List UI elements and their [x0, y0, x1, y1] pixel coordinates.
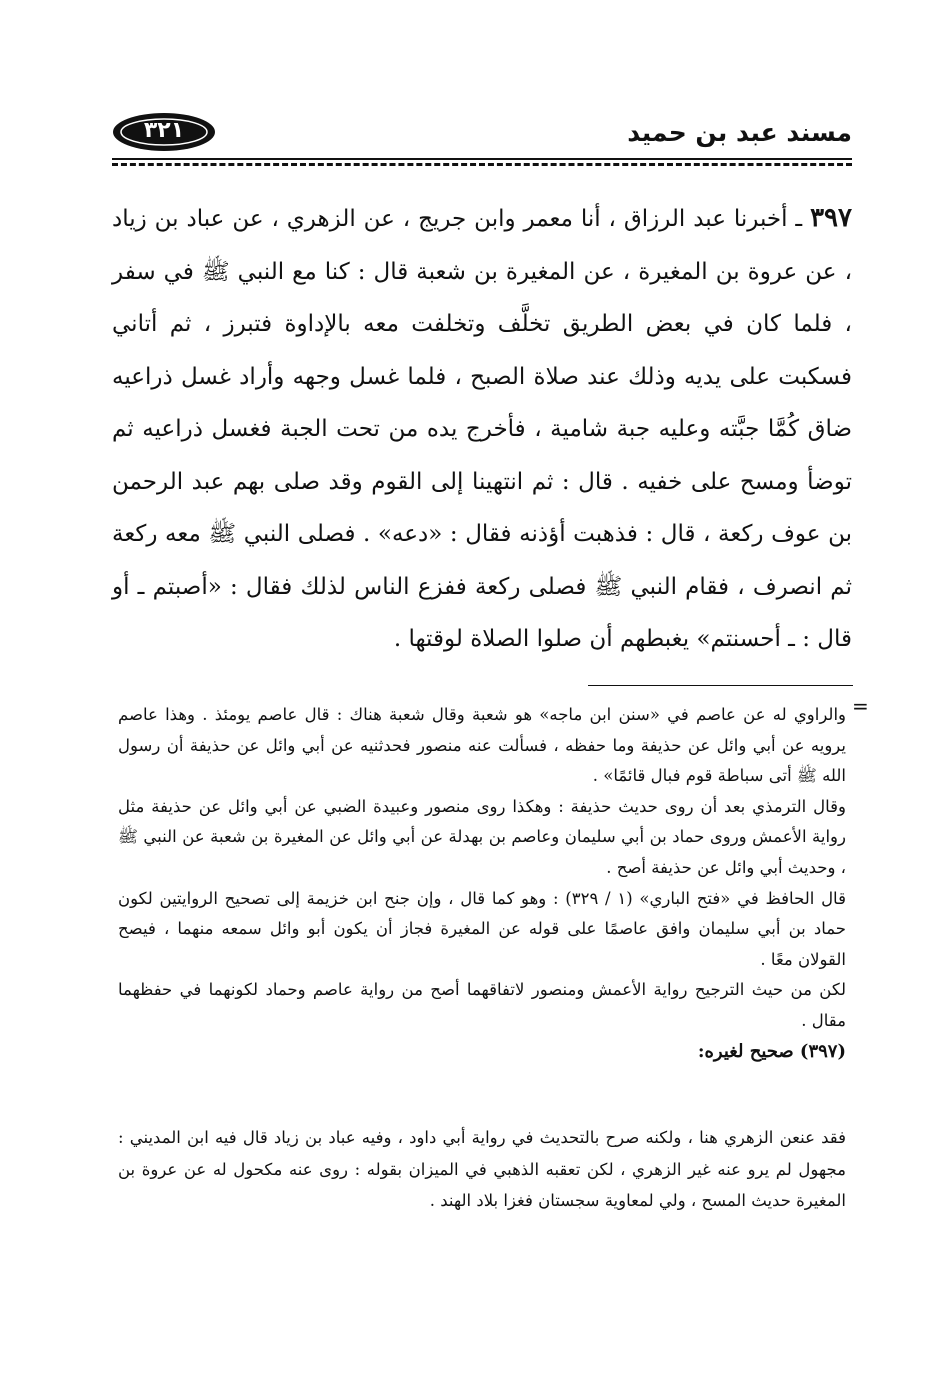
page-header — [112, 112, 852, 162]
page-number-badge — [112, 112, 216, 152]
grading-text: فقد عنعن الزهري هنا ، ولكنه صرح بالتحديث في رواية أبي داود ، وفيه عباد بن زياد قال فيه ابن المديني : مجهول لم يرو عنه غير الزهري ، لكن تعقبه الذهبي في الميزان بقوله : روى عنه مكحول له عن عروة بن المغيرة حديث المسح ، ولي لمعاوية سجستان فغزا بلاد الهند . — [118, 1128, 846, 1210]
page-number: ٣٢١ — [143, 118, 185, 143]
footnote-separator — [588, 685, 853, 686]
footnote-paragraph: وقال الترمذي بعد أن روى حديث حذيفة : وهكذا روى منصور وعبيدة الضبي عن أبي وائل عن حذيفة مثل رواية الأعمش وروى حماد بن أبي سليمان وعاصم بن بهدلة عن أبي وائل عن المغيرة بن شعبة عن النبي ﷺ ، وحديث أبي وائل عن حذيفة أصح . — [118, 796, 846, 877]
footnotes — [118, 700, 846, 1067]
footnote-paragraph: لكن من حيث الترجيح رواية الأعمش ومنصور لاتفاقهما أصح من رواية عاصم وحماد لكونهما في حفظهما مقال . — [118, 980, 846, 1030]
continuation-mark: = — [852, 694, 869, 718]
footnote-paragraph: قال الحافظ في «فتح الباري» (١ / ٣٢٩) : وهو كما قال ، وإن جنح ابن خزيمة إلى تصحيح الروايتين لكون حماد بن أبي سليمان وافق عاصمًا على قوله عن المغيرة فجاز أن يكون أبو وائل سمعه منهما ، فيصح القولان معًا . — [118, 888, 846, 969]
hadith-number: ٣٩٧ — [810, 203, 852, 233]
hadith-text: ـ أخبرنا عبد الرزاق ، أنا معمر وابن جريج ، عن الزهري ، عن عباد بن زياد ، عن عروة بن المغيرة ، عن المغيرة بن شعبة قال : كنا مع النبي ﷺ في سفر ، فلما كان في بعض الطريق تخلَّف وتخلفت معه بالإداوة فتبرز ، ثم أتاني فسكبت على يديه وذلك عند صلاة الصبح ، فلما غسل وجهه وأراد غسل ذراعيه ضاق كُمَّا جبَّته وعليه جبة شامية ، فأخرج يده من تحت الجبة فغسل ذراعيه ثم توضأ ومسح على خفيه . قال : ثم انتهينا إلى القوم وقد صلى بهم عبد الرحمن بن عوف ركعة ، قال : فذهبت أؤذنه فقال : «دعه» . فصلى النبي ﷺ معه ركعة ثم انصرف ، فقام النبي ﷺ فصلى ركعة ففزع الناس لذلك فقال : «أصبتم ـ أو قال : ـ أحسنتم» يغبطهم أن صلوا الصلاة لوقتها . — [112, 206, 853, 652]
grading-heading: (٣٩٧) صحيح لغيره: — [697, 1040, 846, 1062]
hadith-body — [112, 192, 852, 666]
grading-note — [118, 1122, 846, 1217]
book-title: مسند عبد بن حميد — [627, 118, 852, 147]
header-dashed-rule — [112, 163, 852, 166]
footnote-paragraph: والراوي له عن عاصم في «سنن ابن ماجه» هو شعبة وقال شعبة هناك : قال عاصم يومئذ . وهذا عاصم يرويه عن أبي وائل عن حذيفة وما حفظه ، فسألت عنه منصور فحدثنيه عن أبي وائل عن حذيفة أن رسول الله ﷺ أتى سباطة قوم فبال قائمًا» . — [118, 705, 846, 786]
header-rule — [112, 158, 852, 160]
